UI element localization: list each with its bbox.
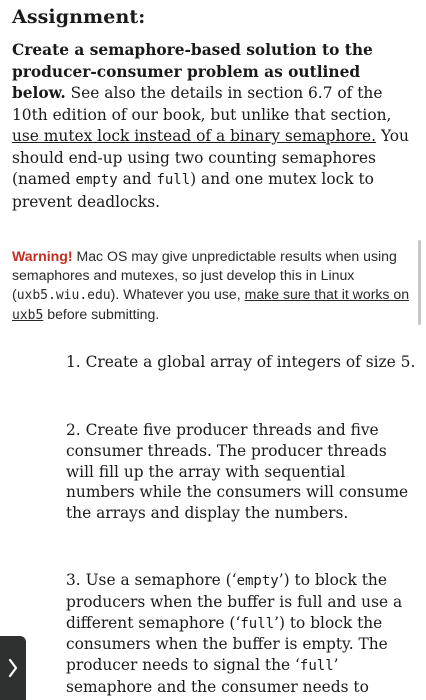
intro-text-3: and xyxy=(117,170,157,188)
step-2: 2. Create five producer threads and five consumer threads. The producer threads will fill up the array with sequential numbers while the consumers will consume the arrays and display the numbers. xyxy=(66,421,409,523)
step-1: 1. Create a global array of integers of size 5. xyxy=(66,353,416,371)
warning-paragraph xyxy=(12,247,416,325)
warning-underlined-text: make sure that it works on xyxy=(244,286,410,302)
warning-text-1: Mac OS may give unpredictable results when using semaphores and mutexes, so just develop this in Linux ( xyxy=(12,248,397,302)
code-empty: empty xyxy=(75,172,118,188)
step-3 xyxy=(66,570,418,698)
scrollbar[interactable] xyxy=(418,240,421,325)
step-3-text-d: ’ semaphore and the consumer needs to xyxy=(66,656,369,696)
warning-label: Warning! xyxy=(12,248,73,264)
intro-text-4: ) and one mutex lock to prevent deadlocks. xyxy=(12,170,374,211)
warning-text-2: ). Whatever you use, xyxy=(110,286,245,302)
intro-text-1: See also the details in section 6.7 of the 10th edition of our book, but unlike that section, xyxy=(12,84,392,124)
warning-text-3: before submitting. xyxy=(43,306,160,322)
warning-underlined-code: uxb5 xyxy=(12,308,44,323)
intro-bold-text: Create a semaphore-based solution to the producer-consumer problem as outlined below. xyxy=(12,41,373,102)
step-3-code-full: full xyxy=(240,615,275,632)
intro-underlined-text: use mutex lock instead of a binary semaphore. xyxy=(12,127,377,145)
step-3-text-a: 3. Use a semaphore (‘ xyxy=(66,571,237,589)
intro-text-2: You should end-up using two counting semaphores (named xyxy=(12,127,409,188)
side-nav-button[interactable] xyxy=(0,636,26,700)
step-3-code-empty: empty xyxy=(236,573,279,589)
step-3-text-b: ’) to block the producers when the buffer is full and use a different semaphore (‘ xyxy=(66,571,403,632)
warning-host: uxb5.wiu.edu xyxy=(16,288,111,303)
step-3-text-c: ’) to block the consumers when the buffer is empty. The producer needs to signal the ‘ xyxy=(66,613,388,675)
step-3-code-full-2: full xyxy=(299,658,334,675)
assignment-intro xyxy=(12,40,417,213)
page-title: Assignment: xyxy=(12,6,146,28)
chevron-right-icon xyxy=(7,657,19,679)
code-full: full xyxy=(156,172,191,188)
